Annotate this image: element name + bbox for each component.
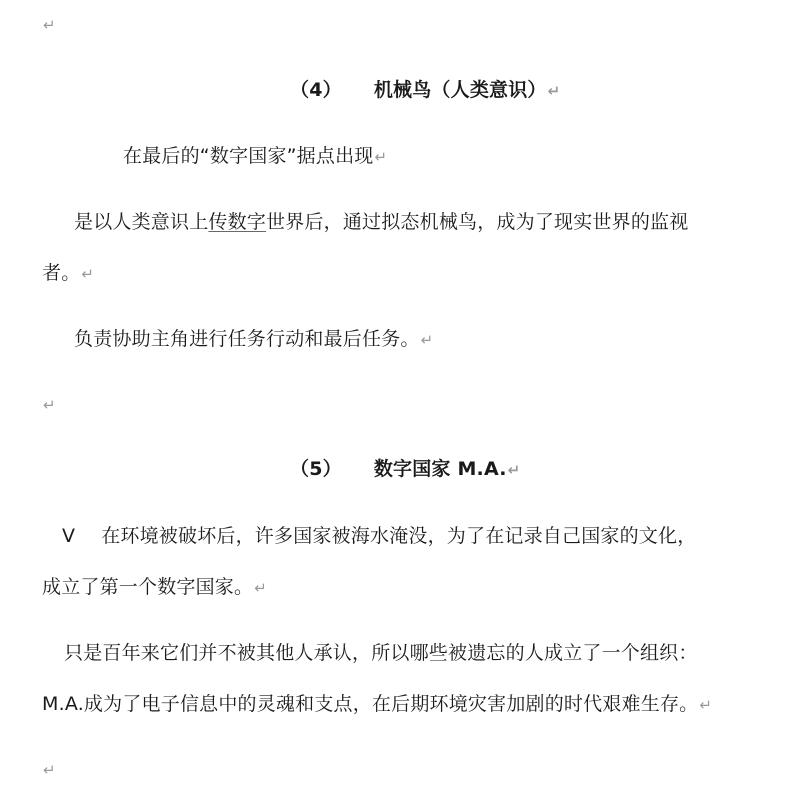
body-paragraph-continuation (42, 575, 267, 600)
body-paragraph (62, 524, 696, 548)
body-paragraph (64, 641, 698, 665)
paragraph-mark-icon: ↵ (420, 331, 434, 349)
list-marker: V (62, 525, 76, 547)
body-paragraph (74, 210, 688, 234)
empty-paragraph (42, 757, 56, 782)
empty-paragraph (42, 12, 56, 37)
section-number: （5） (290, 458, 342, 480)
section-title: 数字国家 M.A. (373, 458, 507, 480)
subtitle-text: 在最后的“数字国家”据点出现 (123, 145, 374, 167)
paragraph-text: 在环境被破坏后，许多国家被海水淹没，为了在记录自己国家的文化， (101, 525, 697, 547)
section-heading (290, 457, 520, 482)
paragraph-text: 负责协助主角进行任务行动和最后任务。 (74, 328, 420, 350)
empty-paragraph (42, 392, 56, 417)
paragraph-text: 者。 (42, 262, 81, 284)
paragraph-mark-icon: ↵ (547, 82, 561, 100)
paragraph-mark-icon: ↵ (43, 761, 56, 779)
paragraph-mark-icon: ↵ (81, 265, 95, 283)
paragraph-mark-icon: ↵ (374, 148, 388, 166)
paragraph-mark-icon: ↵ (699, 696, 713, 714)
body-paragraph-continuation (42, 692, 712, 717)
body-paragraph (74, 327, 433, 352)
section-number: （4） (290, 79, 342, 101)
paragraph-text: 成立了第一个数字国家。 (42, 576, 254, 598)
paragraph-mark-icon: ↵ (43, 396, 56, 414)
paragraph-mark-icon: ↵ (254, 579, 267, 597)
paragraph-text: 世界后，通过拟态机械鸟，成为了现实世界的监视 (266, 211, 689, 233)
section-title: 机械鸟（人类意识） (373, 79, 547, 101)
paragraph-mark-icon: ↵ (507, 461, 521, 479)
paragraph-text: 只是百年来它们并不被其他人承认，所以哪些被遗忘的人成立了一个组织： (64, 642, 698, 664)
paragraph-mark-icon: ↵ (43, 16, 56, 34)
paragraph-text: 是以人类意识上 (74, 211, 209, 233)
body-paragraph-continuation (42, 261, 94, 286)
section-heading (290, 78, 560, 103)
section-subtitle (123, 144, 387, 169)
paragraph-text: M.A.成为了电子信息中的灵魂和支点，在后期环境灾害加剧的时代艰难生存。 (42, 693, 699, 715)
spellcheck-underlined-text: 传数字 (208, 211, 267, 233)
